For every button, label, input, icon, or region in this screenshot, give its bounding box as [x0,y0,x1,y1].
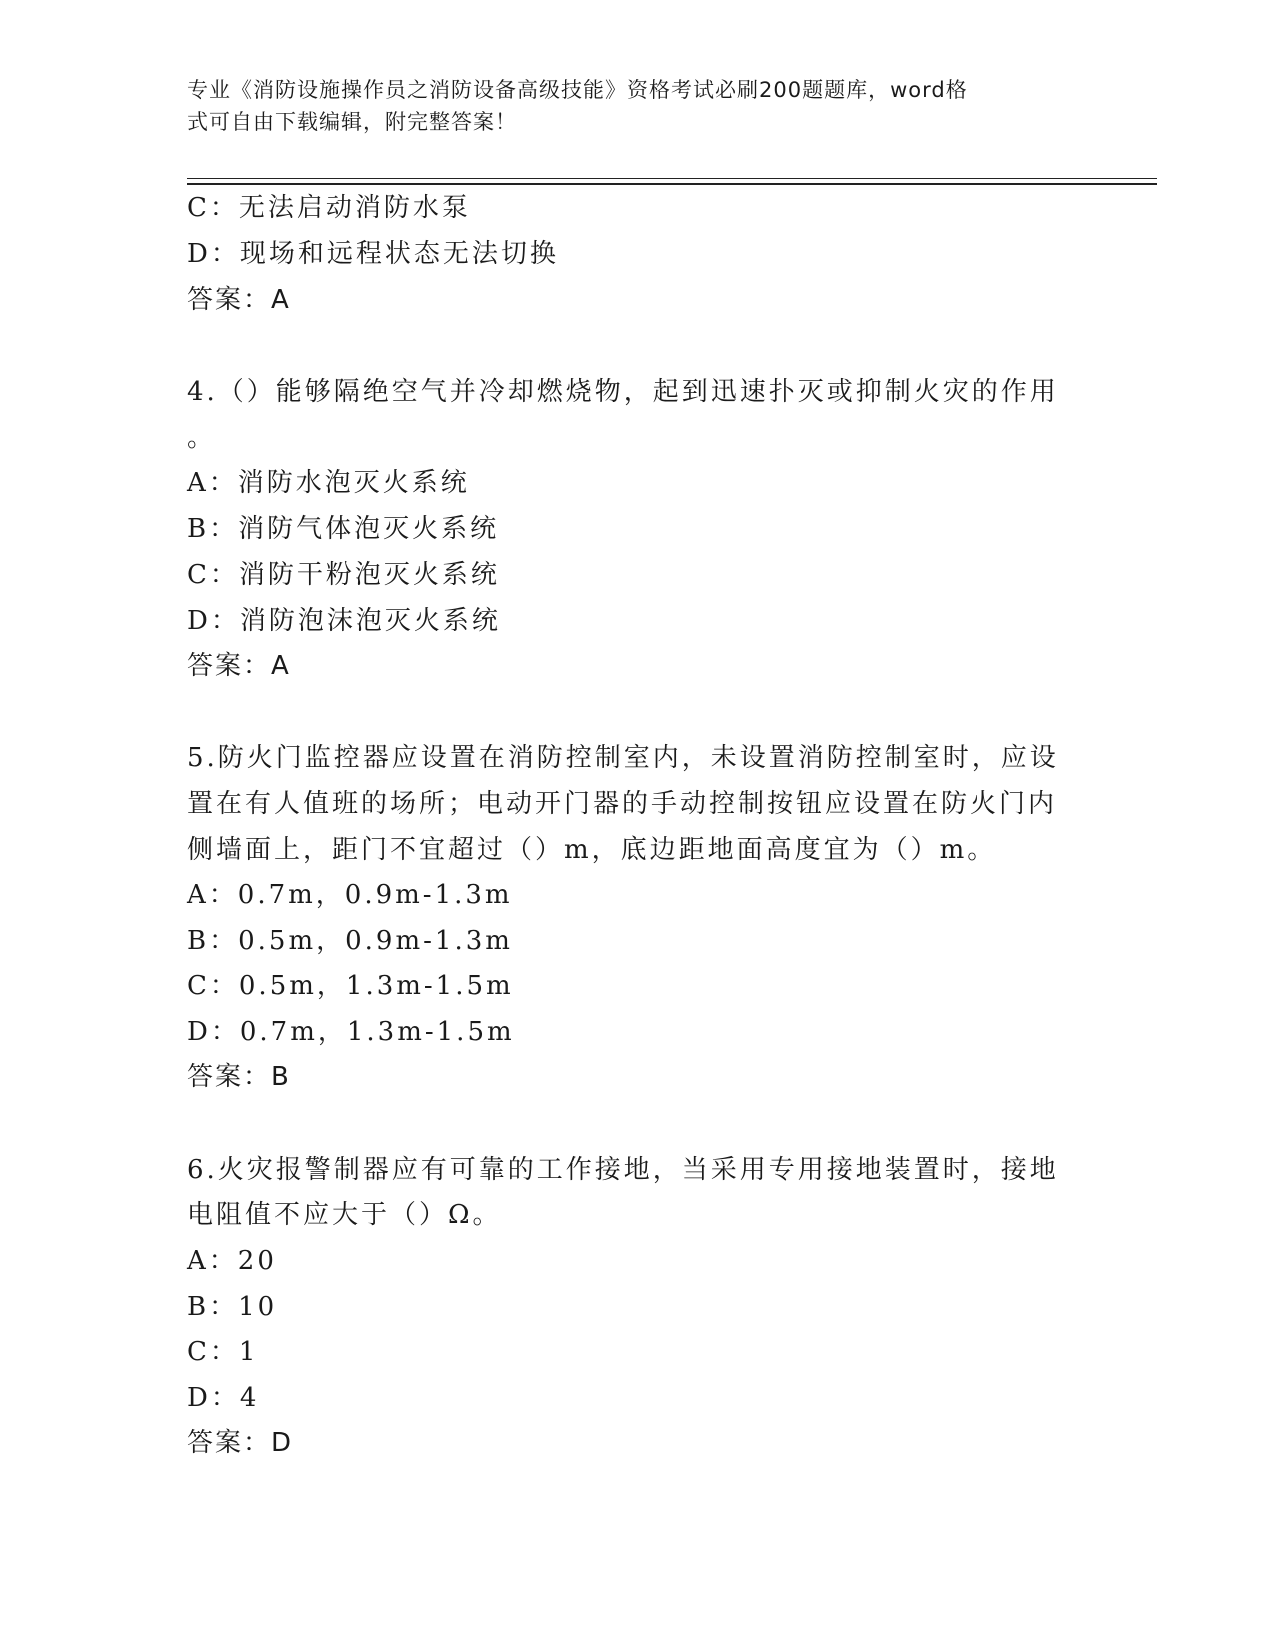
q5-option-d: D：0.7m，1.3m-1.5m [187,1017,515,1047]
header-divider [187,178,1157,179]
header-line-2: 式可自由下载编辑，附完整答案！ [187,110,517,134]
q6-option-c: C：1 [187,1337,259,1367]
q4-option-d: D：消防泡沫泡灭火系统 [187,606,501,636]
q4-stem-line-1: 4.（）能够隔绝空气并冷却燃烧物，起到迅速扑灭或抑制火灾的作用 [187,377,1059,407]
q5-option-c: C：0.5m，1.3m-1.5m [187,971,514,1001]
header-line-1: 专业《消防设施操作员之消防设备高级技能》资格考试必刷200题题库，word格 [187,78,968,102]
q3-answer: 答案：A [187,285,291,315]
q3-option-d: D：现场和远程状态无法切换 [187,239,559,269]
q6-option-d: D：4 [187,1383,260,1413]
q5-stem-line-2: 置在有人值班的场所；电动开门器的手动控制按钮应设置在防火门内 [187,789,1058,819]
q4-option-c: C：消防干粉泡灭火系统 [187,560,500,590]
q3-option-c: C：无法启动消防水泵 [187,193,471,223]
q4-stem-line-2: 。 [187,423,217,453]
q6-answer: 答案：D [187,1428,294,1458]
q4-option-a: A：消防水泡灭火系统 [187,468,470,498]
q5-option-b: B：0.5m，0.9m-1.3m [187,926,513,956]
q6-option-b: B：10 [187,1292,278,1322]
q4-answer: 答案：A [187,651,291,681]
q5-option-a: A：0.7m，0.9m-1.3m [187,880,513,910]
q4-option-b: B：消防气体泡灭火系统 [187,514,500,544]
document-header [187,74,1067,138]
q6-stem-line-1: 6.火灾报警制器应有可靠的工作接地，当采用专用接地装置时，接地 [187,1155,1059,1185]
q5-stem-line-3: 侧墙面上，距门不宜超过（）m，底边距地面高度宜为（）m。 [187,835,997,865]
q5-stem-line-1: 5.防火门监控器应设置在消防控制室内，未设置消防控制室时，应设 [187,743,1059,773]
q6-stem-line-2: 电阻值不应大于（）Ω。 [187,1200,502,1230]
q5-answer: 答案：B [187,1062,291,1092]
q6-option-a: A：20 [187,1246,277,1276]
